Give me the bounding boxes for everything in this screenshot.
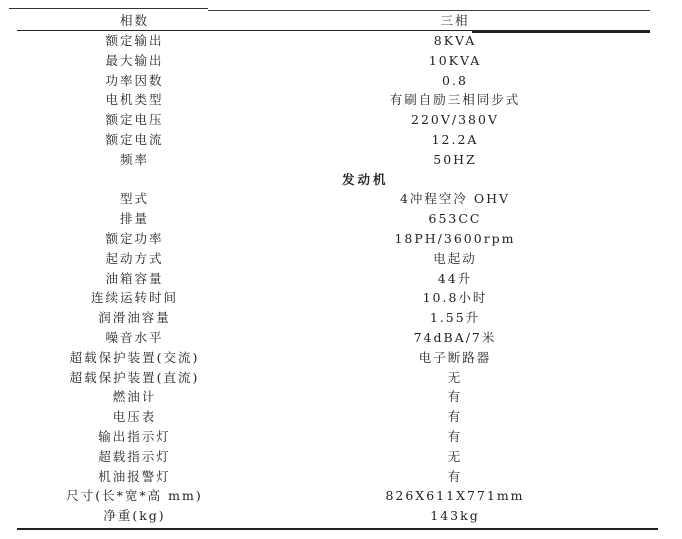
row-label: 排量 — [119, 211, 149, 227]
table-row — [17, 486, 658, 506]
row-value: 无 — [447, 448, 463, 464]
table-row — [17, 130, 658, 150]
header-label: 相数 — [119, 13, 149, 29]
table-row — [17, 407, 658, 427]
table-row — [17, 288, 658, 308]
table-row — [17, 209, 658, 229]
row-label: 最大输出 — [105, 52, 164, 68]
table-row — [17, 447, 658, 467]
table-row — [17, 368, 658, 388]
table-row — [17, 189, 658, 209]
row-value: 44升 — [437, 270, 473, 286]
header-value: 三相 — [440, 13, 470, 29]
section-row-engine — [17, 170, 658, 190]
row-value: 50HZ — [433, 151, 477, 167]
row-label: 净重(kg) — [103, 508, 166, 524]
row-label: 超载保护装置(直流) — [69, 369, 200, 385]
table-row — [17, 110, 658, 130]
row-value: 18PH/3600rpm — [394, 230, 516, 246]
table-row — [17, 308, 658, 328]
row-label: 电压表 — [112, 409, 157, 425]
table-row — [17, 427, 658, 447]
table-row — [17, 328, 658, 348]
row-label: 油箱容量 — [105, 270, 164, 286]
row-label: 电机类型 — [105, 92, 164, 108]
row-value: 653CC — [428, 211, 482, 227]
row-value: 4冲程空冷 OHV — [399, 191, 511, 207]
row-label: 型式 — [119, 191, 149, 207]
row-value: 电起动 — [433, 250, 477, 266]
table-row — [17, 71, 658, 91]
row-value: 10KVA — [428, 52, 482, 68]
table-row — [17, 229, 658, 249]
row-label: 噪音水平 — [105, 329, 164, 345]
bottom-rule — [17, 528, 658, 530]
table-row — [17, 506, 658, 526]
table-row — [17, 31, 658, 51]
row-label: 功率因数 — [105, 72, 164, 88]
row-value: 826X611X771mm — [385, 488, 525, 504]
row-label: 输出指示灯 — [98, 428, 171, 444]
row-label: 机油报警灯 — [98, 468, 171, 484]
table-header-row — [17, 11, 658, 31]
row-value: 有 — [447, 468, 463, 484]
row-label: 超载指示灯 — [98, 448, 171, 464]
table-row — [17, 269, 658, 289]
row-value: 8KVA — [433, 33, 477, 48]
row-value: 无 — [447, 369, 463, 385]
table-row — [17, 90, 658, 110]
row-label: 额定电压 — [105, 112, 164, 128]
top-rule-left — [9, 8, 208, 9]
row-label: 尺寸(长*宽*高 mm) — [66, 488, 203, 504]
row-value: 有 — [447, 428, 463, 444]
row-label: 燃油计 — [112, 389, 157, 405]
row-value: 电子断路器 — [418, 349, 492, 365]
row-value: 有刷自励三相同步式 — [389, 92, 521, 108]
row-value: 0.8 — [442, 72, 468, 88]
row-value: 10.8小时 — [422, 290, 488, 306]
row-label: 额定输出 — [105, 33, 164, 48]
row-label: 频率 — [119, 151, 149, 167]
row-value: 220V/380V — [411, 112, 499, 128]
row-label: 起动方式 — [105, 250, 164, 266]
row-value: 有 — [447, 389, 463, 405]
spec-table-body — [17, 11, 658, 526]
table-row — [17, 467, 658, 487]
row-value: 有 — [447, 409, 463, 425]
row-label: 连续运转时间 — [90, 290, 178, 306]
row-label: 额定功率 — [105, 230, 164, 246]
row-label: 额定电流 — [105, 131, 164, 147]
row-label: 润滑油容量 — [98, 310, 171, 326]
table-row — [17, 51, 658, 71]
table-row — [17, 348, 658, 368]
row-value: 12.2A — [431, 131, 479, 147]
row-label: 超载保护装置(交流) — [69, 349, 200, 365]
table-row — [17, 387, 658, 407]
row-value: 1.55升 — [429, 310, 481, 326]
row-value: 74dBA/7米 — [413, 329, 497, 345]
spec-table — [17, 11, 658, 526]
table-row — [17, 150, 658, 170]
row-value: 143kg — [430, 508, 480, 524]
section-title: 发动机 — [342, 171, 389, 187]
table-row — [17, 249, 658, 269]
